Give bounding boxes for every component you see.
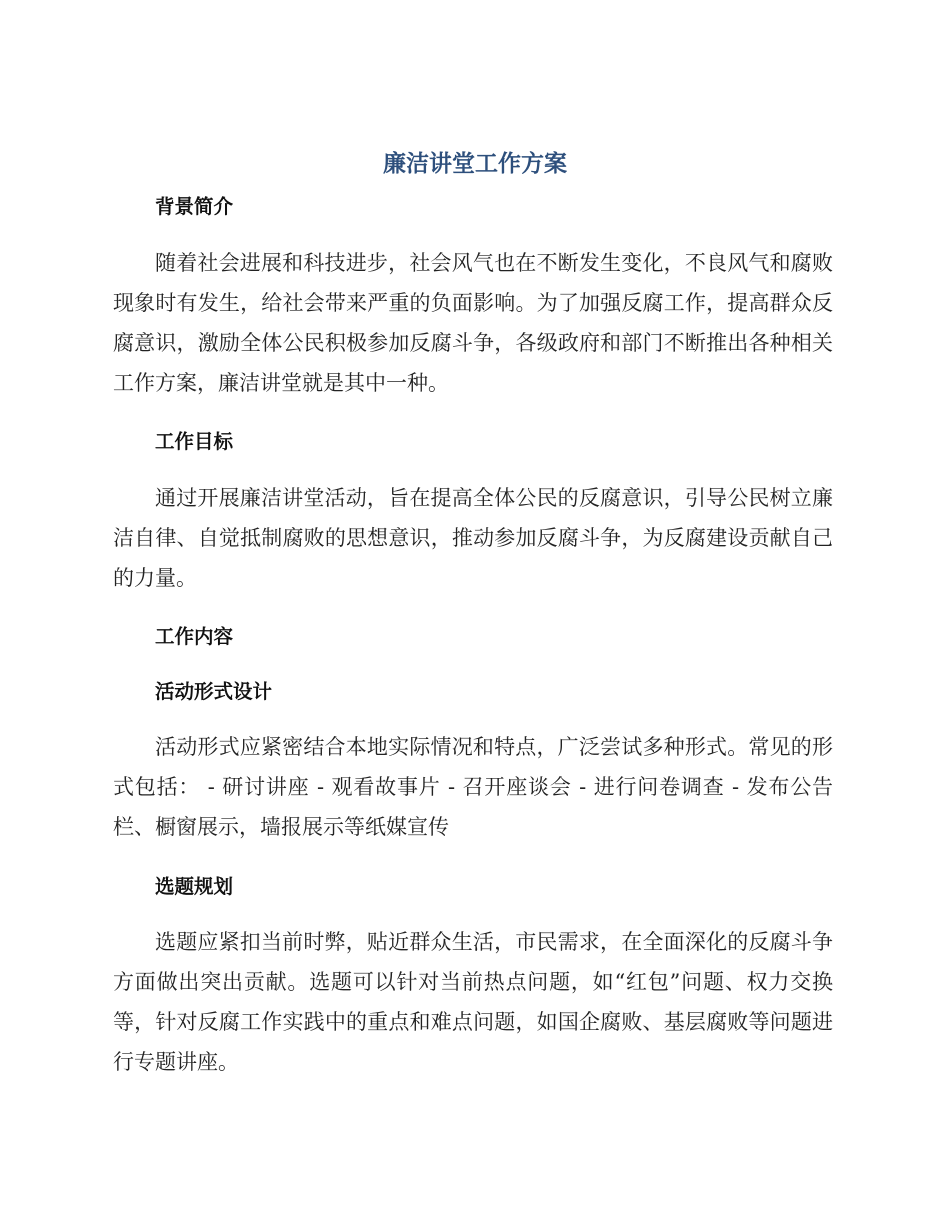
paragraph-background: 随着社会进展和科技进步，社会风气也在不断发生变化，不良风气和腐败现象时有发生，给社会带来严重的负面影响。为了加强反腐工作，提高群众反腐意识，激励全体公民积极参加反腐斗争，各级政府和部门不断推出各种相关工作方案，廉洁讲堂就是其中一种。 <box>113 251 833 395</box>
section-heading-activity-form: 活动形式设计 <box>155 680 273 703</box>
paragraph-goal: 通过开展廉洁讲堂活动，旨在提高全体公民的反腐意识，引导公民树立廉洁自律、自觉抵制腐败的思想意识，推动参加反腐斗争，为反腐建设贡献自己的力量。 <box>113 486 833 590</box>
section-heading-topic-planning: 选题规划 <box>155 875 234 898</box>
section-heading-background: 背景简介 <box>155 195 234 218</box>
paragraph-activity-form: 活动形式应紧密结合本地实际情况和特点，广泛尝试多种形式。常见的形式包括： - 研讨讲座 - 观看故事片 - 召开座谈会 - 进行问卷调查 - 发布公告栏、橱窗展示，墙报展示等纸媒宣传 <box>113 735 833 839</box>
document-title: 廉洁讲堂工作方案 <box>383 151 567 177</box>
section-heading-content: 工作内容 <box>155 625 234 648</box>
paragraph-topic-planning: 选题应紧扣当前时弊，贴近群众生活，市民需求，在全面深化的反腐斗争方面做出突出贡献。选题可以针对当前热点问题，如“红包”问题、权力交换等，针对反腐工作实践中的重点和难点问题，如国企腐败、基层腐败等问题进行专题讲座。 <box>113 930 833 1074</box>
section-heading-goal: 工作目标 <box>155 430 234 453</box>
